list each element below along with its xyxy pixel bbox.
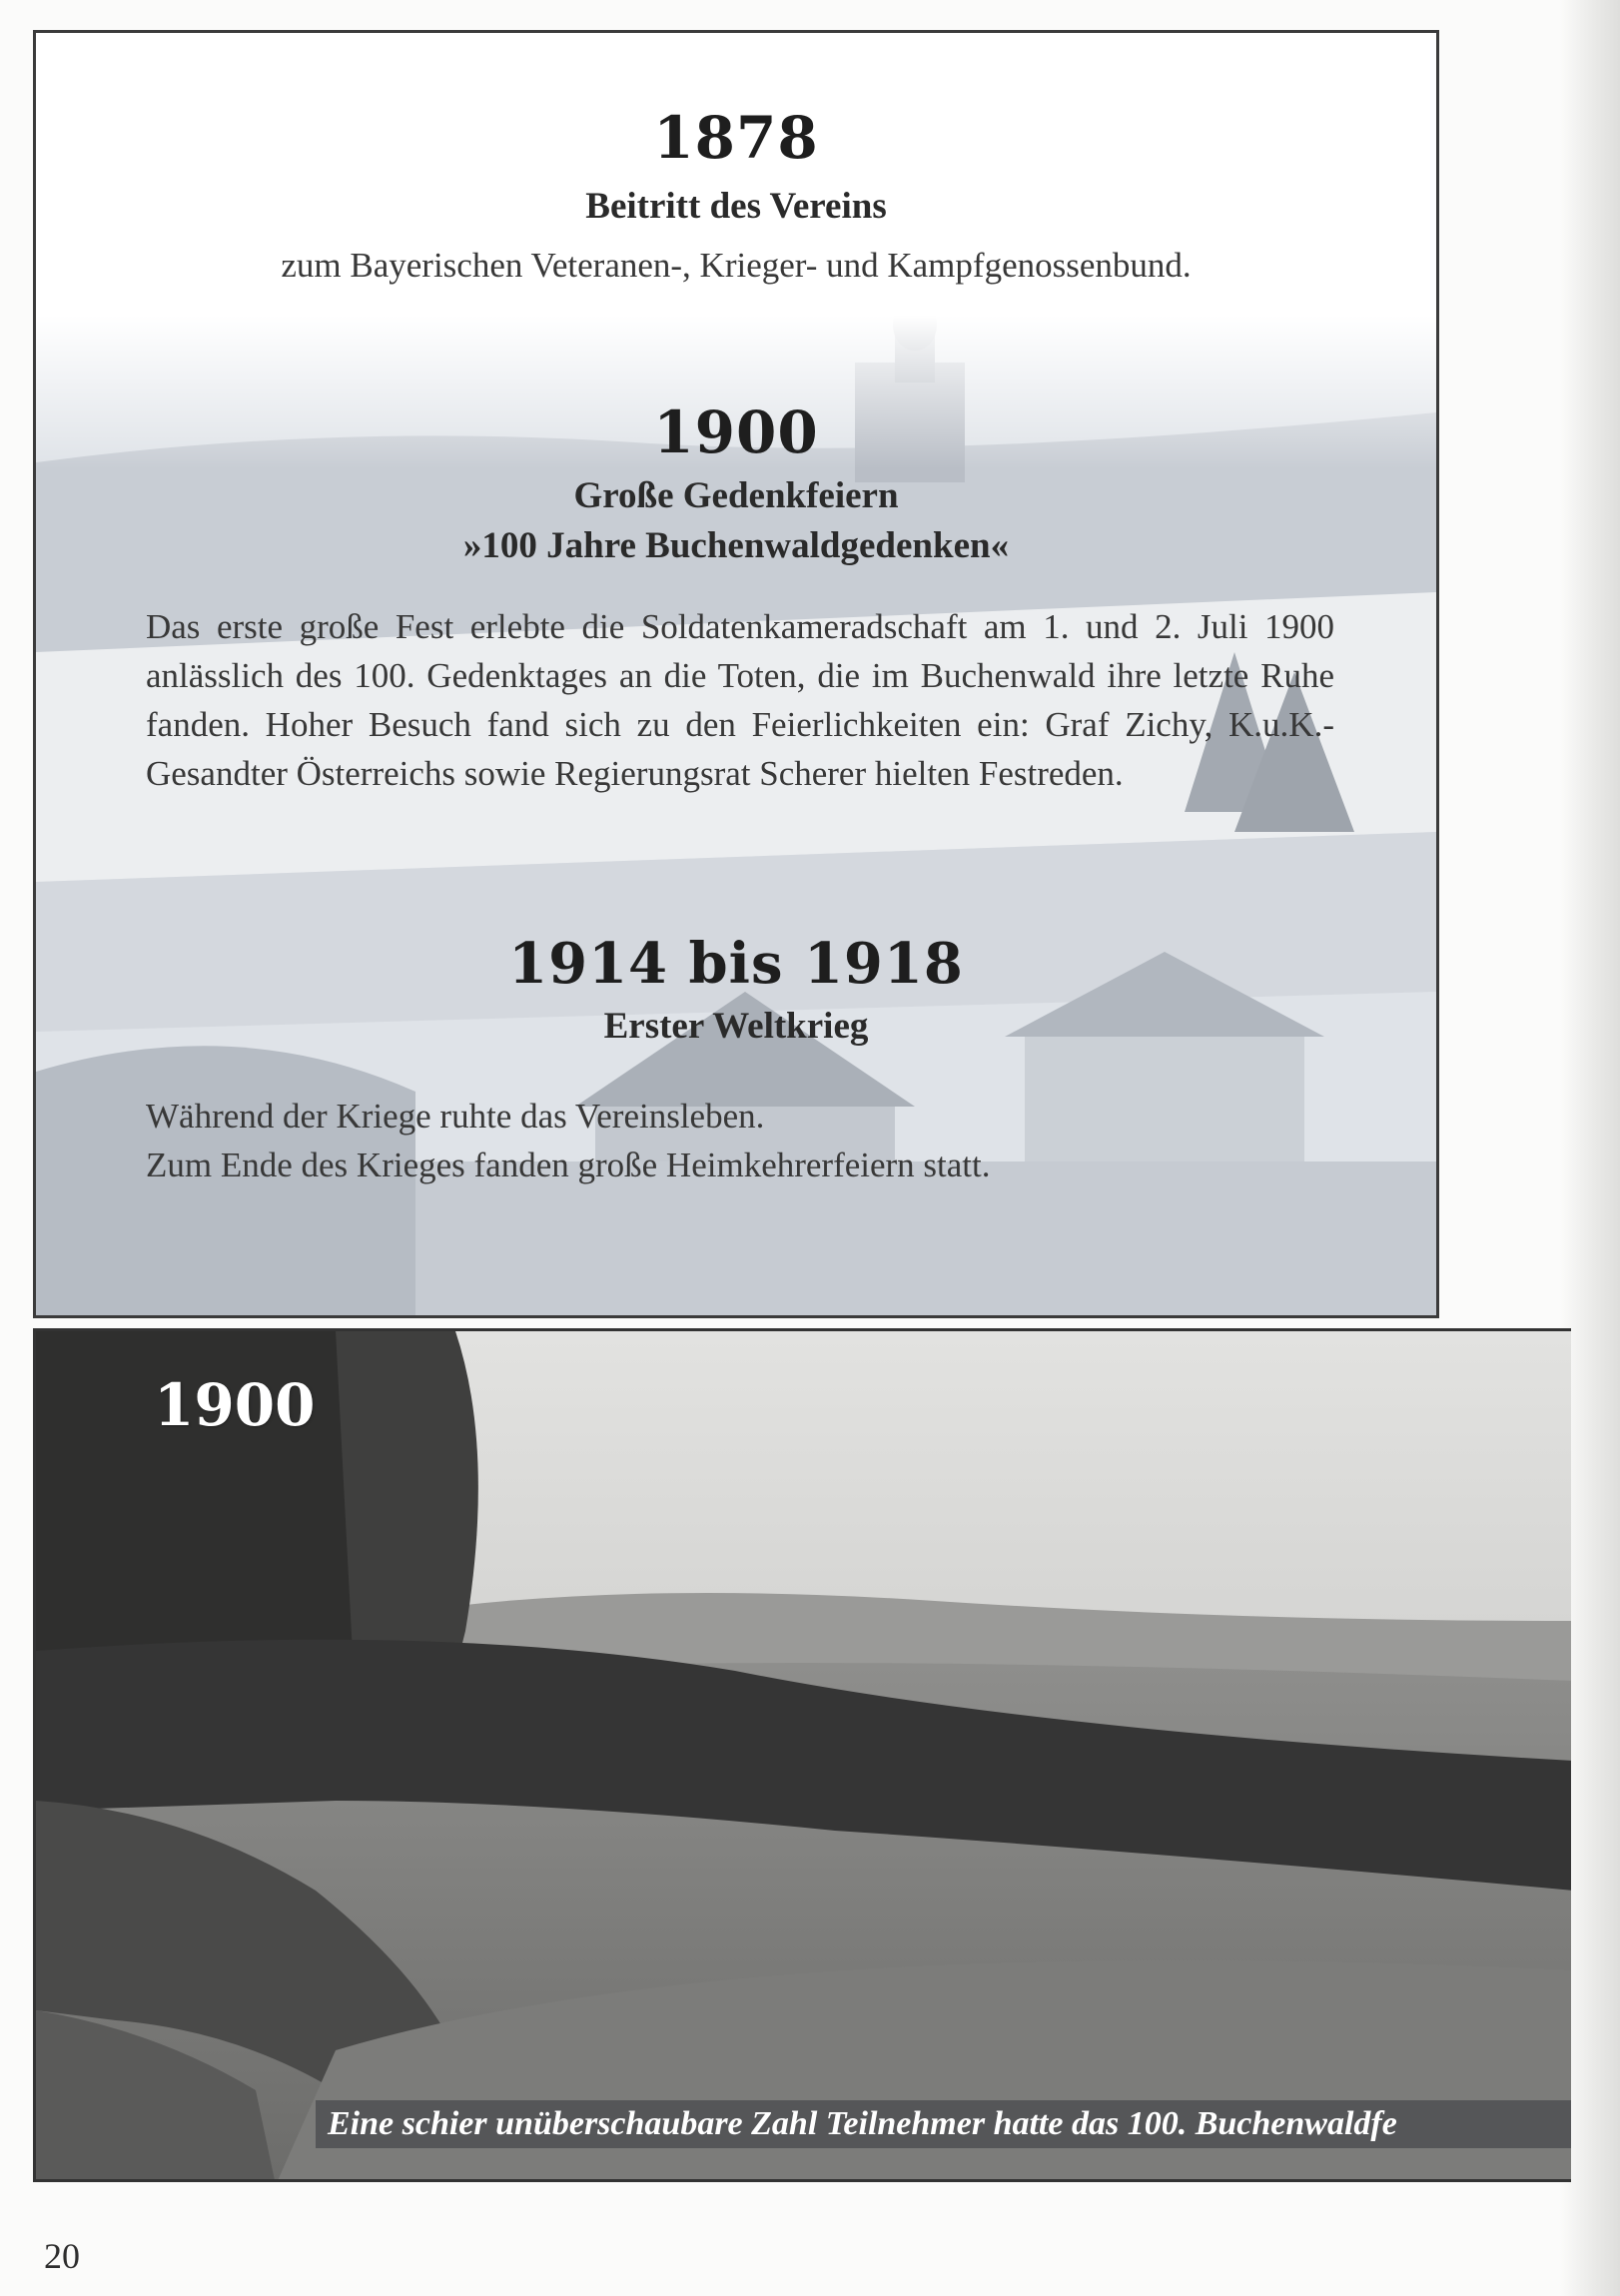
- text-line: Während der Kriege ruhte das Vereinsleben.: [146, 1097, 765, 1136]
- section-1914-text: [146, 1092, 1334, 1189]
- section-title-line2: »100 Jahre Buchenwaldgedenken«: [462, 525, 1010, 566]
- section-title: Erster Weltkrieg: [603, 1006, 869, 1047]
- section-title-line1: Große Gedenkfeiern: [573, 475, 899, 516]
- crowd-photo: [36, 1331, 1571, 2182]
- text-line: Zum Ende des Krieges fanden große Heimkehrerfeiern statt.: [146, 1146, 991, 1184]
- year-heading: 1878: [653, 104, 819, 172]
- year-heading: 1900: [653, 398, 819, 466]
- page-number: 20: [44, 2236, 80, 2276]
- section-title: Beitritt des Vereins: [585, 186, 887, 227]
- section-1878: [36, 103, 1436, 291]
- chronicle-box: [33, 30, 1439, 1318]
- section-1900: [36, 397, 1436, 571]
- historic-photo-1900: [33, 1328, 1571, 2182]
- section-text: zum Bayerischen Veteranen-, Krieger- und Kampfgenossenbund.: [281, 246, 1192, 285]
- photo-caption: Eine schier unüberschaubare Zahl Teilnehmer hatte das 100. Buchenwaldfe: [316, 2100, 1571, 2148]
- section-1900-text: Das erste große Fest erlebte die Soldatenkameradschaft am 1. und 2. Juli 1900 anlässlich des 100. Gedenktages an die Toten, die im Buchenwald ihre letzte Ruhe fanden. Hoher Besuch fand sich zu den Feierlichkeiten ein: Graf Zichy, K.u.K.-Gesandter Österreichs sowie Regierungsrat Scherer hielten Festreden.: [146, 607, 1334, 793]
- section-1914-1918: [36, 930, 1436, 1052]
- photo-year-label: 1900: [154, 1371, 316, 1439]
- year-heading: 1914 bis 1918: [508, 931, 964, 997]
